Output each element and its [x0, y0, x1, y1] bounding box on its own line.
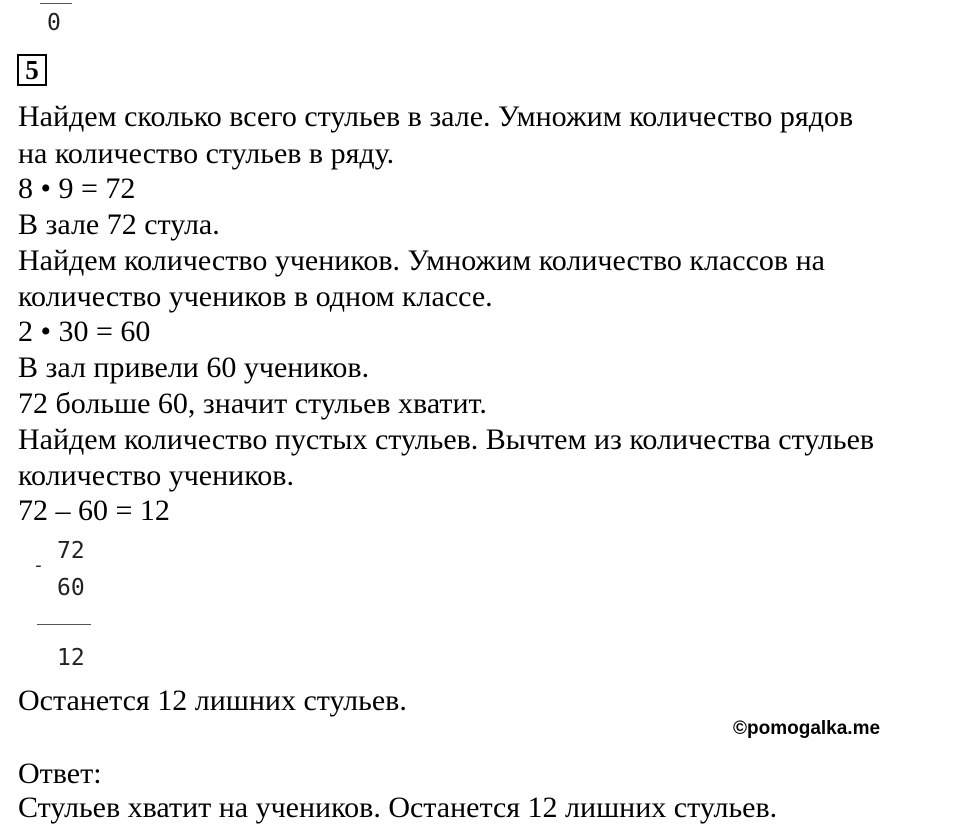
answer-label: Ответ: [18, 757, 102, 790]
solution-line-11: количество учеников. [18, 459, 294, 492]
result-students: В зал привели 60 учеников. [18, 351, 370, 384]
site-watermark: ©pomogalka.me [733, 718, 881, 739]
previous-calc-result: 0 [47, 10, 61, 36]
subtraction-rule [37, 624, 91, 625]
subtraction-result: 12 [57, 645, 85, 671]
equation-students: 2 • 30 = 60 [18, 315, 151, 348]
subtraction-subtrahend: 60 [57, 575, 85, 601]
equation-empty-chairs: 72 – 60 = 12 [18, 494, 170, 527]
task-number-box: 5 [17, 54, 47, 86]
previous-calc-rule [40, 3, 72, 4]
solution-line-10: Найдем количество пустых стульев. Вычтем из количества стульев [18, 423, 875, 456]
comparison-line: 72 больше 60, значит стульев хватит. [18, 387, 487, 420]
subtraction-minuend: 72 [57, 538, 85, 564]
result-chairs: В зале 72 стула. [18, 208, 220, 241]
solution-line-6: количество учеников в одном классе. [18, 280, 493, 313]
subtraction-sign: - [33, 555, 44, 576]
solution-line-2: на количество стульев в ряду. [18, 137, 395, 170]
solution-line-1: Найдем сколько всего стульев в зале. Умножим количество рядов [18, 100, 854, 133]
conclusion-line: Останется 12 лишних стульев. [18, 684, 407, 717]
answer-text: Стульев хватит на учеников. Останется 12 лишних стульев. [18, 791, 778, 824]
equation-chairs: 8 • 9 = 72 [18, 172, 136, 205]
solution-line-5: Найдем количество учеников. Умножим количество классов на [18, 244, 825, 277]
